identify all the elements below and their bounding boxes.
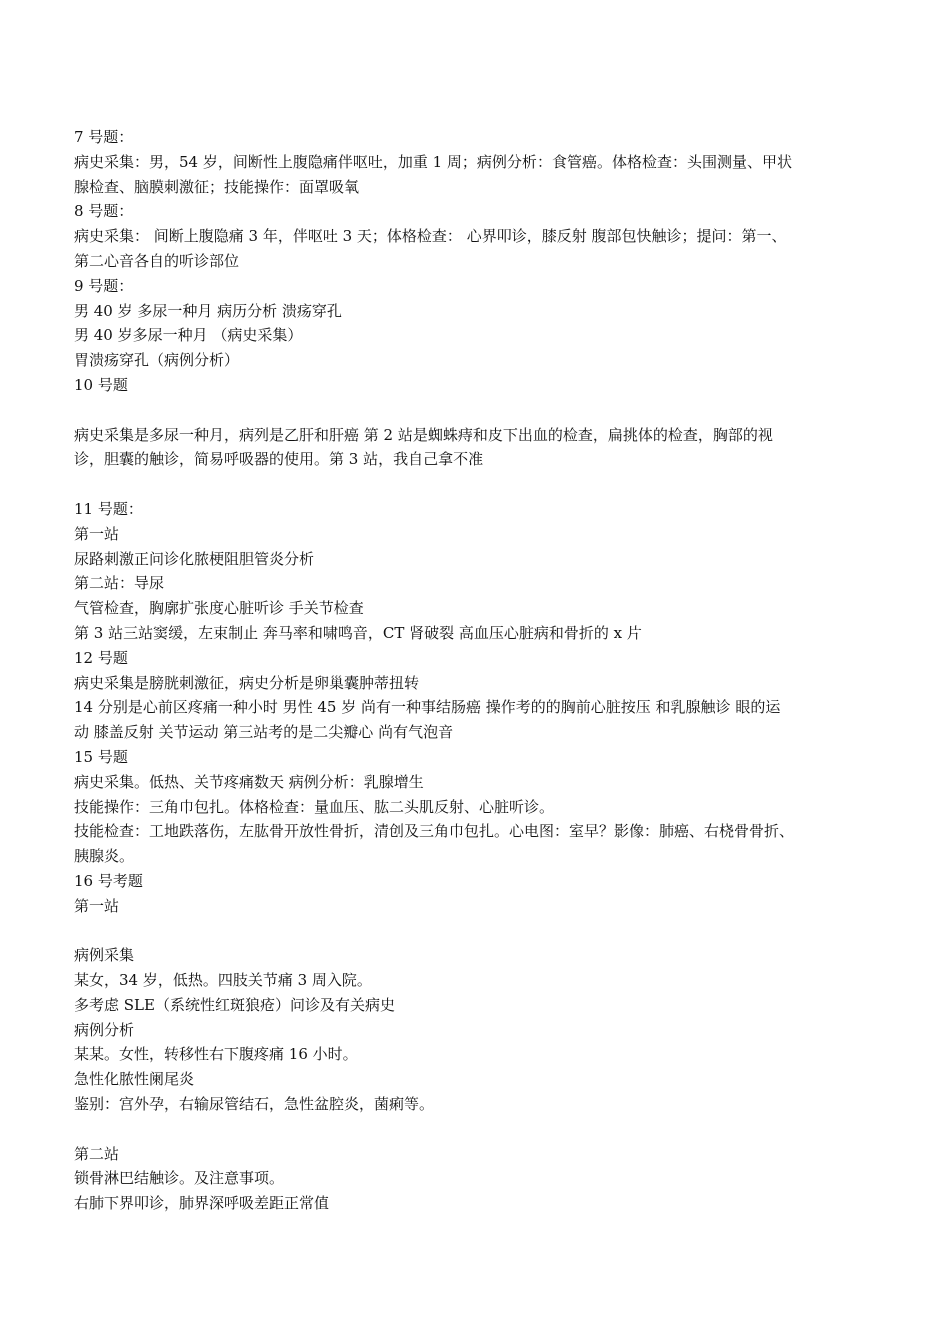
text-line: 尿路刺激正问诊化脓梗阻胆管炎分析	[74, 549, 315, 568]
question-8-heading: 8 号题：	[74, 202, 134, 221]
text-line: 病史采集：男，54 岁，间断性上腹隐痛伴呕吐，加重 1 周；病例分析：食管癌。体格检查：头围测量、甲状	[74, 152, 792, 171]
text-line: 病例分析	[74, 1020, 135, 1039]
text-line: 病史采集： 间断上腹隐痛 3 年，伴呕吐 3 天；体格检查： 心界叩诊，膝反射 腹部包快触诊；提问：第一、	[74, 227, 787, 246]
question-12-heading: 12 号题	[74, 648, 128, 667]
question-9-heading: 9 号题：	[74, 276, 134, 295]
question-15-heading: 15 号题	[74, 747, 128, 766]
text-line: 某女，34 岁，低热。四肢关节痛 3 周入院。	[74, 971, 372, 990]
blank-line	[74, 1117, 874, 1142]
document-body	[74, 125, 874, 1216]
text-line: 腺检查、脑膜刺激征；技能操作：面罩吸氧	[74, 177, 360, 196]
question-10-heading: 10 号题	[74, 375, 128, 394]
text-line: 第一站	[74, 896, 120, 915]
text-line: 胃溃疡穿孔（病例分析）	[74, 351, 240, 370]
text-line: 第 3 站三站窦缓，左束制止 奔马率和啸鸣音，CT 肾破裂 高血压心脏病和骨折的 x 片	[74, 623, 642, 642]
text-line: 男 40 岁 多尿一种月 病历分析 溃疡穿孔	[74, 301, 342, 320]
text-line: 病例采集	[74, 946, 135, 965]
text-line: 第二站：导尿	[74, 574, 165, 593]
blank-line	[74, 472, 874, 497]
blank-line	[74, 919, 874, 944]
text-line: 锁骨淋巴结触诊。及注意事项。	[74, 1169, 285, 1188]
text-line: 诊，胆囊的触诊，简易呼吸器的使用。第 3 站，我自己拿不准	[74, 450, 484, 469]
text-line: 技能检查：工地跌落伤，左肱骨开放性骨折，清创及三角巾包扎。心电图：室早？影像：肺癌、右桡骨骨折、	[74, 822, 795, 841]
text-line: 动 膝盖反射 关节运动 第三站考的是二尖瓣心 尚有气泡音	[74, 723, 454, 742]
text-line: 胰腺炎。	[74, 847, 135, 866]
question-16-heading: 16 号考题	[74, 871, 143, 890]
text-line: 某某。女性，转移性右下腹疼痛 16 小时。	[74, 1045, 358, 1064]
question-7-heading: 7 号题：	[74, 128, 134, 146]
text-line: 第一站	[74, 524, 120, 543]
text-line: 第二站	[74, 1144, 120, 1163]
text-line: 第二心音各自的听诊部位	[74, 251, 240, 270]
text-line: 鉴别：宫外孕，右输尿管结石，急性盆腔炎，菌痢等。	[74, 1095, 435, 1114]
text-line: 病史采集是膀胱刺激征，病史分析是卵巢囊肿蒂扭转	[74, 673, 420, 692]
text-line: 气管检查，胸廓扩张度心脏听诊 手关节检查	[74, 599, 364, 618]
text-line: 急性化脓性阑尾炎	[74, 1070, 195, 1089]
text-line: 多考虑 SLE（系统性红斑狼疮）问诊及有关病史	[74, 995, 395, 1014]
text-line: 右肺下界叩诊，肺界深呼吸差距正常值	[74, 1194, 330, 1213]
text-line: 病史采集是多尿一种月，病列是乙肝和肝癌 第 2 站是蜘蛛痔和皮下出血的检查，扁挑体的检查，胸部的视	[74, 425, 773, 444]
blank-line	[74, 398, 874, 423]
text-line: 14 分别是心前区疼痛一种小时 男性 45 岁 尚有一种事结肠癌 操作考的的胸前心脏按压 和乳腺触诊 眼的运	[74, 698, 781, 717]
text-line: 技能操作：三角巾包扎。体格检查：量血压、肱二头肌反射、心脏听诊。	[74, 797, 555, 816]
question-11-heading: 11 号题：	[74, 499, 143, 518]
text-line: 男 40 岁多尿一种月 （病史采集）	[74, 326, 303, 345]
text-line: 病史采集。低热、关节疼痛数天 病例分析：乳腺增生	[74, 772, 424, 791]
